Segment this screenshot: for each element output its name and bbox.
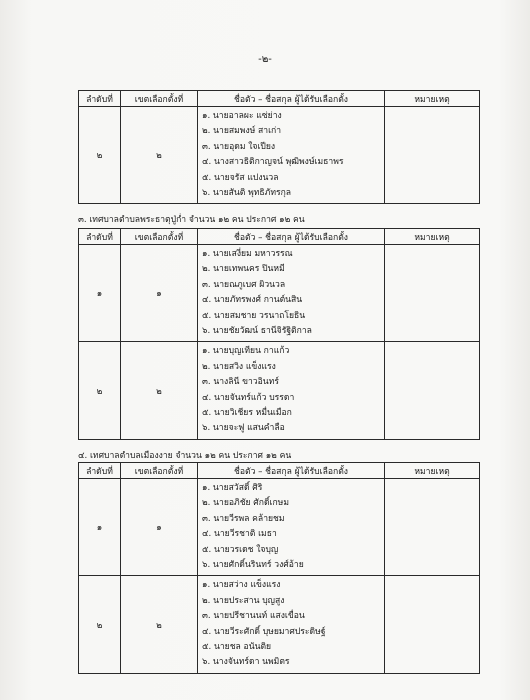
district-cell: ๒	[121, 342, 198, 439]
candidate-name: ๖. นางจันทร์ดา นพมิตร	[202, 657, 290, 668]
candidate-name: ๔. นายวีรชาติ เมธา	[202, 529, 277, 540]
header-district: เขตเลือกตั้งที่	[121, 91, 198, 107]
candidate-name: ๖. นายชัยวัฒน์ ธานีจิรัฐิติกาล	[202, 325, 312, 336]
note-cell	[385, 479, 480, 576]
candidate-name: ๑. นายอาลผะ แซ่ย่าง	[202, 111, 282, 121]
table-row	[79, 576, 480, 673]
rank-cell: ๑	[79, 479, 121, 576]
page-number: -๒-	[258, 54, 272, 65]
header-name: ชื่อตัว – ชื่อสกุล ผู้ได้รับเลือกตั้ง	[198, 91, 385, 107]
rank-cell: ๑	[79, 245, 121, 342]
candidate-name: ๔. นายภัทรพงศ์ กานต์นสิน	[202, 295, 303, 306]
table-row	[79, 479, 480, 576]
rank-cell: ๒	[79, 107, 121, 204]
header-rank: ลำดับที่	[79, 463, 121, 479]
table-header-row	[79, 463, 480, 479]
header-rank: ลำดับที่	[79, 229, 121, 245]
header-district: เขตเลือกตั้งที่	[121, 229, 198, 245]
rank-cell: ๒	[79, 576, 121, 673]
candidate-name: ๑. นายสวัสดิ์ ศิริ	[202, 483, 263, 493]
candidate-name: ๒. นายประสาน บุญสูง	[202, 595, 285, 606]
candidate-name: ๔. นายจันทร์แก้ว บรรดา	[202, 392, 295, 403]
candidate-name: ๓. นางลินี ขาวอินทร์	[202, 377, 279, 388]
candidate-name: ๒. นายเทพนคร ปินหมี	[202, 264, 285, 275]
district-cell: ๒	[121, 107, 198, 204]
table-header-row	[79, 91, 480, 107]
rank-cell: ๒	[79, 342, 121, 439]
candidate-name: ๔. นายวีระศักดิ์ บุษยมาศประดิษฐ์	[202, 626, 326, 637]
table-row	[79, 107, 480, 204]
header-name: ชื่อตัว – ชื่อสกุล ผู้ได้รับเลือกตั้ง	[198, 229, 385, 245]
candidate-name: ๕. นายสมชาย วรนาถโยธิน	[202, 310, 306, 321]
header-name: ชื่อตัว – ชื่อสกุล ผู้ได้รับเลือกตั้ง	[198, 463, 385, 479]
candidate-name: ๓. นายปรีชานนท์ แสงเขื่อน	[202, 611, 305, 622]
candidate-name: ๒. นายสวิง แข็งแรง	[202, 361, 276, 372]
candidate-name: ๔. นางสาวธิติกาญจน์ พุฒิพงษ์เมธาพร	[202, 157, 344, 168]
candidate-name: ๖. นายจะฟู แสนคำลือ	[202, 423, 285, 434]
names-cell	[198, 576, 385, 673]
section-4-caption: ๔. เทศบาลตำบลเมืองงาย จำนวน ๑๒ คน ประกาศ ๑๒ คน	[78, 451, 292, 461]
candidate-name: ๑. นายเสงี่ยม มหาวรรณ	[202, 249, 293, 259]
header-note: หมายเหตุ	[385, 463, 480, 479]
header-district: เขตเลือกตั้งที่	[121, 463, 198, 479]
candidate-name: ๒. นายสมพงษ์ สาเก่า	[202, 126, 282, 137]
candidate-name: ๑. นายบุญเทียน กาแก้ว	[202, 346, 290, 357]
candidate-name: ๒. นายอภิชัย ศักดิ์เกษม	[202, 498, 289, 509]
candidate-name: ๕. นายวรเดช ใจบุญ	[202, 544, 279, 555]
candidate-name: ๖. นายสันติ พุทธิภัทรกุล	[202, 187, 292, 198]
note-cell	[385, 245, 480, 342]
results-table-2	[78, 228, 480, 440]
candidate-name: ๕. นายจรัส แปงนวล	[202, 172, 279, 183]
candidate-name: ๑. นายสว่าง แข็งแรง	[202, 580, 281, 591]
results-table-1	[78, 90, 480, 204]
results-table-3	[78, 462, 480, 674]
candidate-name: ๕. นายชล อนันติย	[202, 641, 272, 652]
note-cell	[385, 342, 480, 439]
district-cell: ๑	[121, 245, 198, 342]
district-cell: ๑	[121, 479, 198, 576]
note-cell	[385, 107, 480, 204]
names-cell	[198, 107, 385, 204]
names-cell	[198, 245, 385, 342]
section-3-caption: ๓. เทศบาลตำบลพระธาตุปู่ก่ำ จำนวน ๑๒ คน ประกาศ ๑๒ คน	[78, 215, 305, 225]
header-note: หมายเหตุ	[385, 229, 480, 245]
district-cell: ๒	[121, 576, 198, 673]
header-rank: ลำดับที่	[79, 91, 121, 107]
header-note: หมายเหตุ	[385, 91, 480, 107]
names-cell	[198, 479, 385, 576]
table-row	[79, 342, 480, 439]
candidate-name: ๓. นายวีรพล คล้ายชม	[202, 513, 285, 524]
note-cell	[385, 576, 480, 673]
table-header-row	[79, 229, 480, 245]
names-cell	[198, 342, 385, 439]
candidate-name: ๓. นายอุดม ใจเปียง	[202, 141, 276, 152]
table-row	[79, 245, 480, 342]
candidate-name: ๖. นายศักดิ์นรินทร์ วงศ์อ้าย	[202, 559, 304, 570]
candidate-name: ๓. นายณภูเบศ ผิวนวล	[202, 279, 286, 290]
candidate-name: ๕. นายวิเชียร หมื่นเมือก	[202, 407, 292, 418]
